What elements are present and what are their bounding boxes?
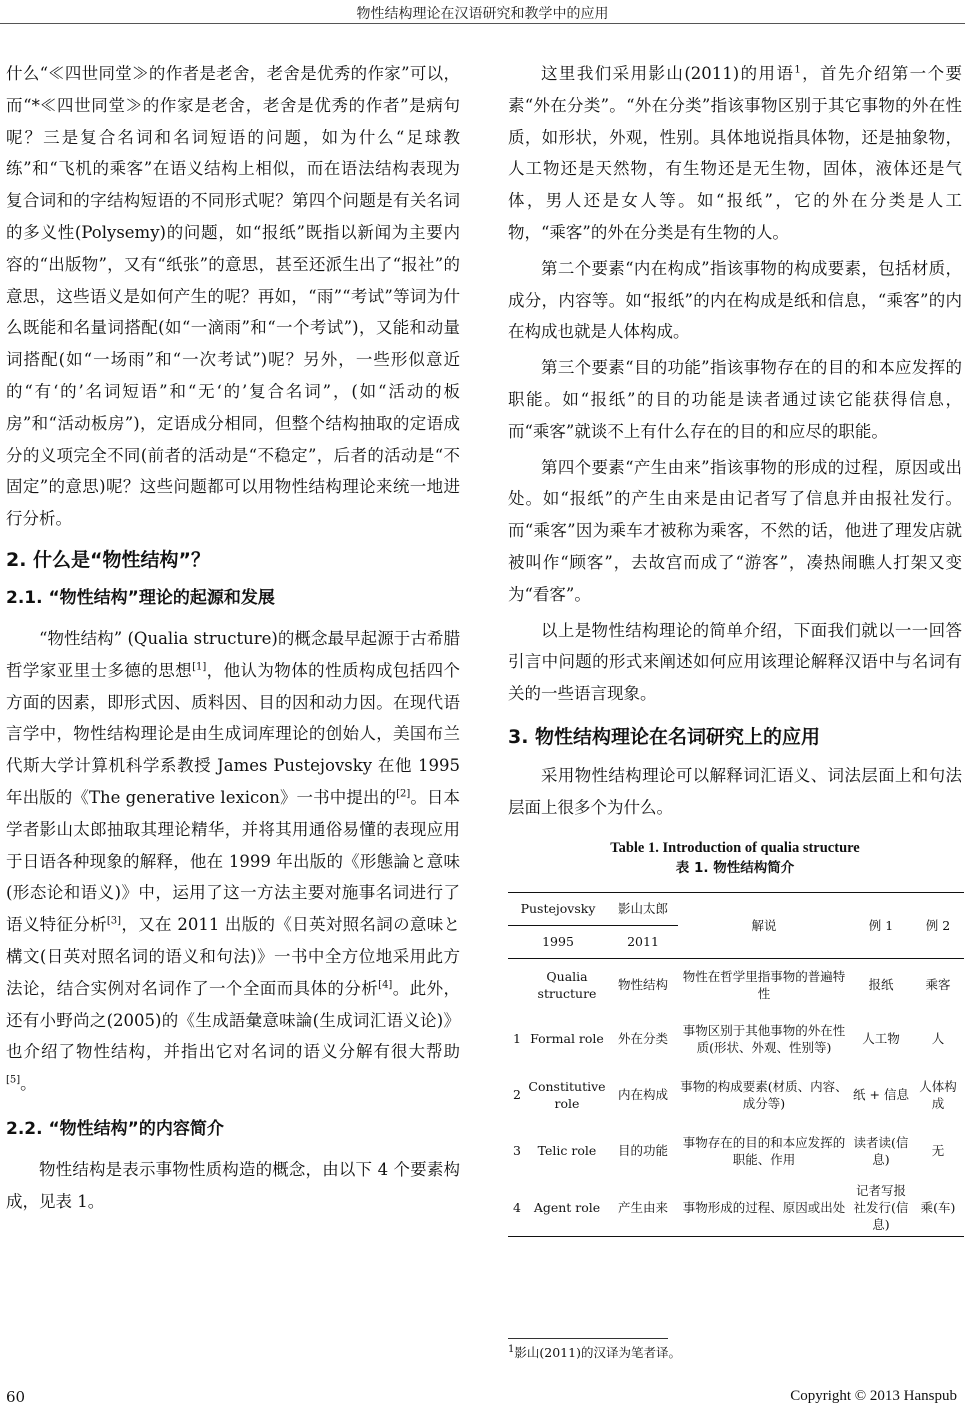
cell-ex2: 乘(车) [912, 1179, 964, 1237]
footnote [508, 1343, 681, 1361]
cell-ex1: 人工物 [862, 1031, 900, 1047]
cell-explain: 物性在哲学里指事物的普遍特性 [682, 968, 846, 1001]
citation-2[interactable]: [2] [396, 788, 411, 800]
citation-3[interactable]: [3] [106, 915, 122, 927]
paragraph: 第三个要素“目的功能”指该事物存在的目的和本应发挥的职能。如“报纸”的目的功能是读者通过读它能获得信息，而“乘客”就谈不上有什么存在的目的和应尽的职能。 [508, 358, 962, 441]
page-number: 60 [6, 1388, 26, 1406]
table-row [508, 1123, 964, 1179]
cell-ex2: 人 [931, 1031, 945, 1047]
table-row [508, 958, 964, 1011]
header-rule [0, 23, 965, 24]
right-column [508, 58, 962, 1237]
table-row [508, 1011, 964, 1067]
cell-num: 2 [513, 1087, 521, 1103]
th-year-1995: 1995 [508, 925, 608, 958]
th-ex2: 例 2 [912, 892, 964, 958]
cell-en: Agent role [526, 1179, 608, 1237]
table-caption-en: Table 1. Introduction of qualia structure [610, 839, 860, 856]
paragraph: 第二个要素“内在构成”指该事物的构成要素，包括材质，成分，内容等。如“报纸”的内在构成是纸和信息，“乘客”的内在构成也就是人体构成。 [508, 258, 962, 342]
cell-num: 1 [513, 1031, 521, 1047]
th-year-2011: 2011 [608, 925, 678, 958]
th-ex1: 例 1 [850, 892, 912, 958]
cell-zh: 内在构成 [617, 1087, 668, 1103]
th-pustejovsky: Pustejovsky [508, 892, 608, 925]
footnote-number: 1 [508, 1343, 515, 1355]
cell-zh: 外在分类 [617, 1031, 668, 1047]
paragraph: 什么“≪四世同堂≫的作者是老舍，老舍是优秀的作家”可以，而“*≪四世同堂≫的作家是老舍，老舍是优秀的作者”是病句呢？三是复合名词和名词短语的问题，如为什么“足球教练”和“飞机的乘客”在语义结构上相似，而在语法结构表现为复合词和的字结构短语的不同形式呢？第四个问题是有关名词的多义性(Polysemy)的问题，如“报纸”既指以新闻为主要内容的“出版物”，又有“纸张”的意思，甚至还派生出了“报社”的意思，这些语义是如何产生的呢？再如，“雨”“考试”等词为什么既能和名量词搭配(如“一滴雨”和“一个考试”)，又能和动量词搭配(如“一场雨”和“一次考试”)呢？另外，一些形似意近的“有‘的’名词短语”和“无‘的’复合名词”，(如“活动的板房”和“活动板房”)，定语成分相同，但整个结构抽取的定语成分的义项完全不同(前者的活动是“不稳定”，后者的活动是“不固定”的意思)呢？这些问题都可以用物性结构理论来统一地进行分析。 [6, 64, 460, 529]
paragraph: 第四个要素“产生由来”指该事物的形成的过程，原因或出处。如“报纸”的产生由来是由记者写了信息并由报社发行。而“乘客”因为乘车才被称为乘客，不然的话，他进了理发店就被叫作“顾客”，去故宫而成了“游客”，凑热闹瞧人打架又变为“看客”。 [508, 457, 962, 604]
footnote-mark[interactable]: 1 [794, 64, 801, 76]
paragraph: “物性结构” (Qualia structure)的概念最早起源于古希腊哲学家亚里士多德的思想[1]，他认为物体的性质构成包括四个方面的因素，即形式因、质料因、目的因和动力因。在现代语言学中，物性结构理论是由生成词库理论的创始人，美国布兰代斯大学计算机科学系教授 James Pustejovsky 在他 1995 年出版的《The generative lexicon》一书中提出的[2]。日本学者影山太郎抽取其理论精华，并将其用通俗易懂的表现应用于日语各种现象的解释，他在 1999 年出版的《形態論と意味(形态论和语义)》中，运用了这一方法主要对施事名词进行了语义特征分析[3]，又在 2011 出版的《日英対照名詞の意味と構文(日英对照名词的语义和句法)》一书中全方位地采用此方法论，结合实例对名词作了一个全面而具体的分析[4]。此外，还有小野尚之(2005)的《生成語彙意味論(生成词汇语义论)》也介绍了物性结构，并指出它对名词的语义分解有很大帮助[5]。 [6, 628, 461, 1094]
th-kageyama: 影山太郎 [608, 892, 678, 925]
section-heading-2: 2. 什么是“物性结构”？ [6, 548, 211, 571]
cell-explain: 事物存在的目的和本应发挥的职能、作用 [682, 1134, 846, 1167]
citation-5[interactable]: [5] [6, 1074, 21, 1086]
table-caption-zh: 表 1. 物性结构简介 [675, 859, 795, 876]
cell-ex1: 记者写报社发行(信息) [850, 1179, 912, 1237]
paragraph: 这里我们采用影山(2011)的用语$^1$，首先介绍第一个要素“外在分类”。“外在分类”指该事物区别于其它事物的外在性质，如形状，外观，性别。具体地说指具体物，还是抽象物，人工物还是天然物，有生物还是无生物，固体，液体还是气体，男人还是女人等。如“报纸”，它的外在分类是人工物，“乘客”的外在分类是有生物的人。 [508, 64, 963, 242]
cell-ex1: 读者读(信息) [853, 1134, 909, 1167]
qualia-table [508, 892, 964, 1237]
cell-en: Constitutive role [528, 1078, 606, 1111]
cell-explain: 事物的构成要素(材质、内容、成分等) [680, 1078, 848, 1111]
th-explain: 解说 [678, 892, 850, 958]
cell-ex2: 乘客 [925, 977, 951, 993]
footnote-rule [508, 1338, 668, 1339]
cell-ex1: 报纸 [868, 977, 894, 993]
cell-zh: 产生由来 [608, 1179, 678, 1237]
section-heading-3: 3. 物性结构理论在名词研究上的应用 [508, 725, 821, 748]
cell-zh: 目的功能 [617, 1143, 668, 1159]
cell-explain: 事物形成的过程、原因或出处 [678, 1179, 850, 1237]
cell-num: 4 [508, 1179, 526, 1237]
table-row [508, 1067, 964, 1123]
left-column [6, 58, 460, 1218]
cell-num: 3 [513, 1143, 521, 1159]
paragraph: 物性结构是表示事物性质构造的概念，由以下 4 个要素构成，见表 1。 [6, 1159, 460, 1211]
cell-en: Formal role [530, 1031, 604, 1047]
cell-num [508, 958, 526, 1011]
cell-en: Qualia structure [537, 968, 597, 1001]
table-row [508, 1179, 964, 1237]
citation-4[interactable]: [4] [378, 979, 393, 991]
paragraph: 以上是物性结构理论的简单介绍，下面我们就以一一回答引言中问题的形式来阐述如何应用该理论解释汉语中与名词有关的一些语言现象。 [508, 620, 962, 704]
section-heading-2-2: 2.2. “物性结构”的内容简介 [6, 1118, 224, 1139]
cell-ex2: 无 [931, 1143, 945, 1159]
cell-en: Telic role [537, 1143, 597, 1159]
footnote-text: 影山(2011)的汉译为笔者译。 [514, 1345, 681, 1360]
cell-ex1: 纸 + 信息 [853, 1087, 909, 1103]
copyright: Copyright © 2013 Hanspub [790, 1388, 957, 1404]
cell-zh: 物性结构 [617, 977, 668, 993]
section-heading-2-1: 2.1. “物性结构”理论的起源和发展 [6, 587, 275, 608]
cell-explain: 事物区别于其他事物的外在性质(形状、外观、性别等) [682, 1022, 846, 1055]
paragraph: 采用物性结构理论可以解释词汇语义、词法层面上和句法层面上很多个为什么。 [508, 765, 962, 817]
citation-1[interactable]: [1] [192, 661, 207, 673]
running-header: 物性结构理论在汉语研究和教学中的应用 [356, 6, 609, 22]
cell-ex2: 人体构成 [919, 1078, 957, 1111]
